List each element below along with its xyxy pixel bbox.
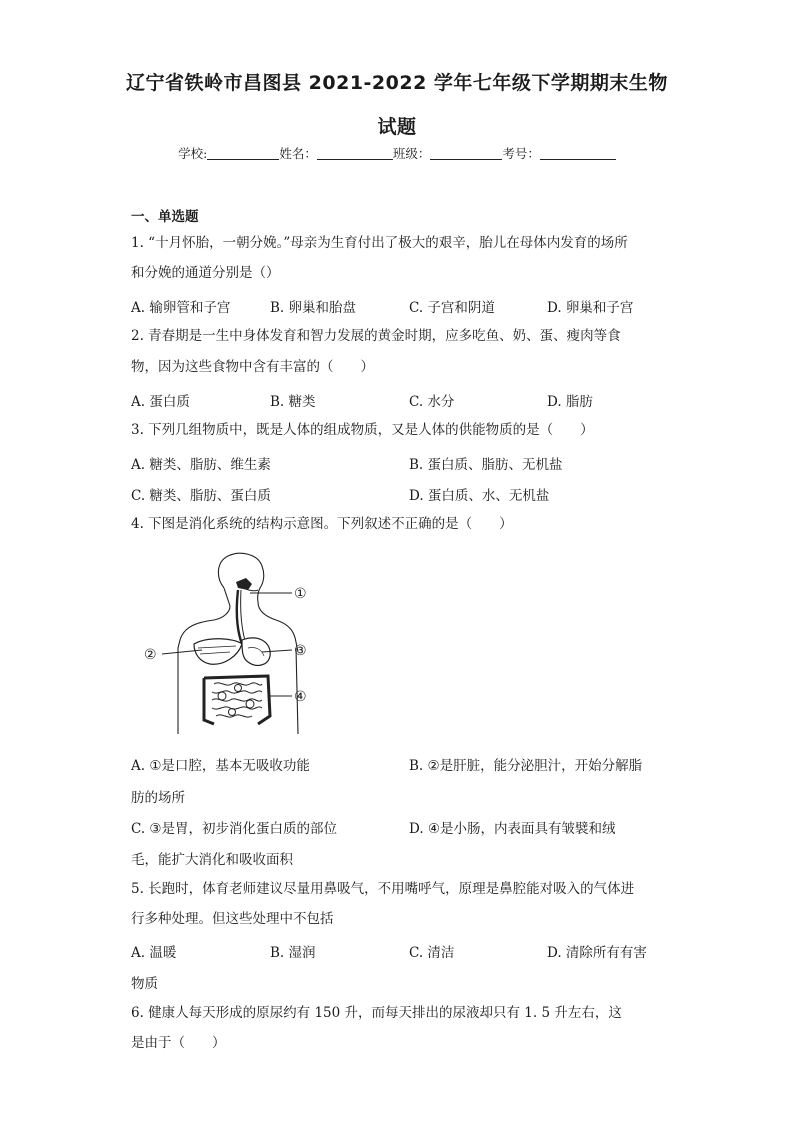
- q5-option-d[interactable]: D. 清除所有有害: [547, 945, 647, 961]
- q2-option-c[interactable]: C. 水分: [409, 394, 455, 410]
- q6-stem-line2: 是由于（ ）: [131, 1035, 226, 1051]
- exam-title-line1: 辽宁省铁岭市昌图县 2021-2022 学年七年级下学期期末生物: [126, 72, 668, 94]
- q2-option-b[interactable]: B. 糖类: [270, 394, 316, 410]
- q5-option-c[interactable]: C. 清洁: [409, 945, 455, 961]
- diagram-label-2: ②: [144, 647, 157, 663]
- school-blank[interactable]: [207, 147, 279, 160]
- q1-option-b[interactable]: B. 卵巢和胎盘: [270, 300, 357, 316]
- q1-option-a[interactable]: A. 输卵管和子宫: [131, 300, 231, 316]
- q3-option-d[interactable]: D. 蛋白质、水、无机盐: [409, 488, 550, 504]
- q3-option-a[interactable]: A. 糖类、脂肪、维生素: [131, 457, 271, 473]
- q5-option-d-cont: 物质: [131, 976, 158, 992]
- q5-stem-line2: 行多种处理。但这些处理中不包括: [131, 911, 334, 927]
- small-intestine: [212, 683, 262, 717]
- q5-option-b[interactable]: B. 湿润: [270, 945, 316, 961]
- liver: [194, 639, 242, 665]
- diagram-label-3: ③: [294, 643, 307, 659]
- class-label: 班级：: [392, 146, 431, 161]
- q5-option-a[interactable]: A. 温暖: [131, 945, 177, 961]
- q4-option-d[interactable]: D. ④是小肠，内表面具有皱襞和绒: [409, 821, 616, 837]
- class-blank[interactable]: [430, 147, 502, 160]
- q5-stem-line1: 5. 长跑时，体育老师建议尽量用鼻吸气，不用嘴呼气，原理是鼻腔能对吸入的气体进: [131, 881, 635, 897]
- name-label: 姓名：: [279, 146, 317, 161]
- q4-option-a[interactable]: A. ①是口腔，基本无吸收功能: [131, 758, 310, 774]
- q4-option-d-cont: 毛，能扩大消化和吸收面积: [131, 852, 293, 868]
- q3-option-c[interactable]: C. 糖类、脂肪、蛋白质: [131, 488, 271, 504]
- q1-stem-line1: 1. “十月怀胎，一朝分娩。”母亲为生育付出了极大的艰辛，胎儿在母体内发育的场所: [131, 235, 628, 251]
- q3-option-b[interactable]: B. 蛋白质、脂肪、无机盐: [409, 457, 563, 473]
- q4-option-b[interactable]: B. ②是肝脏，能分泌胆汁，开始分解脂: [409, 758, 643, 774]
- q2-option-d[interactable]: D. 脂肪: [547, 394, 593, 410]
- q1-option-d[interactable]: D. 卵巢和子宫: [547, 300, 634, 316]
- number-label: 考号：: [502, 146, 540, 161]
- digestive-system-diagram: [138, 548, 338, 734]
- diagram-label-4: ④: [294, 689, 307, 705]
- number-blank[interactable]: [540, 147, 616, 160]
- q1-option-c[interactable]: C. 子宫和阴道: [409, 300, 495, 316]
- mouth-structure: [236, 578, 258, 591]
- student-info-row: [0, 144, 794, 162]
- diagram-label-1: ①: [294, 586, 307, 602]
- section-heading: 一、单选题: [131, 209, 199, 225]
- q1-stem-line2: 和分娩的通道分别是（）: [131, 265, 280, 281]
- q3-stem: 3. 下列几组物质中，既是人体的组成物质，又是人体的供能物质的是（ ）: [131, 422, 594, 438]
- q4-option-b-cont: 肪的场所: [131, 790, 185, 806]
- q2-stem-line1: 2. 青春期是一生中身体发育和智力发展的黄金时期，应多吃鱼、奶、蛋、瘦肉等食: [131, 328, 621, 344]
- q6-stem-line1: 6. 健康人每天形成的原尿约有 150 升，而每天排出的尿液却只有 1. 5 升左右，这: [131, 1005, 622, 1021]
- q2-option-a[interactable]: A. 蛋白质: [131, 394, 190, 410]
- exam-title-line2: 试题: [377, 116, 417, 138]
- school-label: 学校:: [178, 146, 208, 161]
- q4-option-c[interactable]: C. ③是胃，初步消化蛋白质的部位: [131, 821, 338, 837]
- name-blank[interactable]: [317, 147, 393, 160]
- q4-stem: 4. 下图是消化系统的结构示意图。下列叙述不正确的是（ ）: [131, 516, 513, 532]
- q2-stem-line2: 物，因为这些食物中含有丰富的（ ）: [131, 359, 374, 375]
